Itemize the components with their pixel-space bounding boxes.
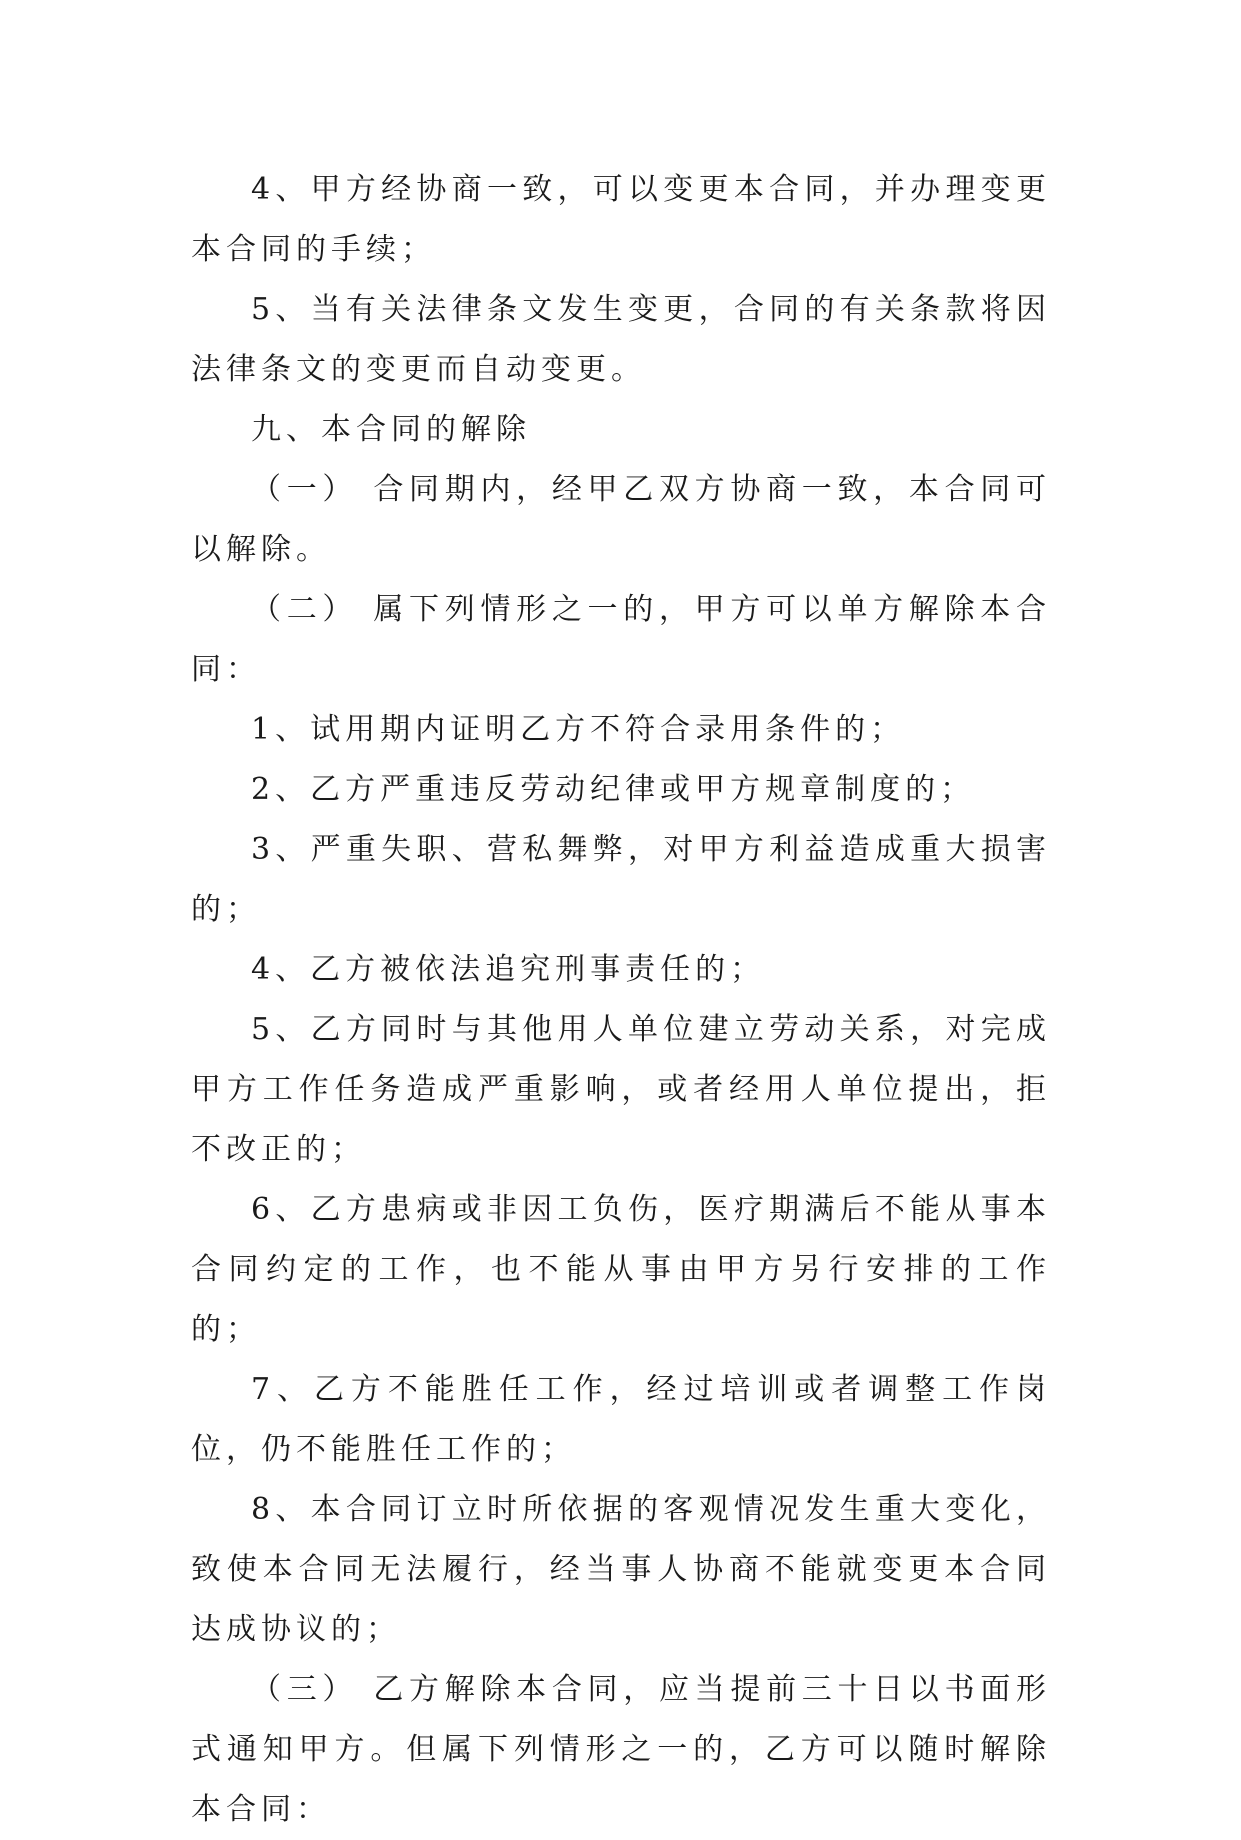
clause-9-2-item-1: 1、试用期内证明乙方不符合录用条件的； [251,712,906,747]
clause-9-2-item-8: 8、本合同订立时所依据的客观情况发生重大变化，致使本合同无法履行，经当事人协商不能就变更本合同达成协议的； [191,1492,1051,1647]
clause-9-1: （一） 合同期内，经甲乙双方协商一致，本合同可以解除。 [191,472,1051,567]
clause-9-2-item-7: 7、乙方不能胜任工作，经过培训或者调整工作岗位，仍不能胜任工作的； [191,1372,1051,1467]
clause-9-2: （二） 属下列情形之一的，甲方可以单方解除本合同： [191,592,1051,687]
clause-9-2-item-5: 5、乙方同时与其他用人单位建立劳动关系，对完成甲方工作任务造成严重影响，或者经用人单位提出，拒不改正的； [191,1012,1051,1167]
clause-9-3: （三） 乙方解除本合同，应当提前三十日以书面形式通知甲方。但属下列情形之一的，乙方可以随时解除本合同： [191,1672,1051,1827]
clause-9-2-item-3: 3、严重失职、营私舞弊，对甲方利益造成重大损害的； [191,832,1051,927]
clause-9-2-item-2: 2、乙方严重违反劳动纪律或甲方规章制度的； [251,772,976,807]
clause-8-4: 4、甲方经协商一致，可以变更本合同，并办理变更本合同的手续； [191,172,1051,267]
clause-8-5: 5、当有关法律条文发生变更，合同的有关条款将因法律条文的变更而自动变更。 [191,292,1051,387]
clause-9-2-item-4: 4、乙方被依法追究刑事责任的； [251,952,766,987]
clause-9-2-item-6: 6、乙方患病或非因工负伤，医疗期满后不能从事本合同约定的工作，也不能从事由甲方另行安排的工作的； [191,1192,1051,1347]
document-body [191,160,1051,1840]
section-heading-9: 九、本合同的解除 [251,412,531,447]
